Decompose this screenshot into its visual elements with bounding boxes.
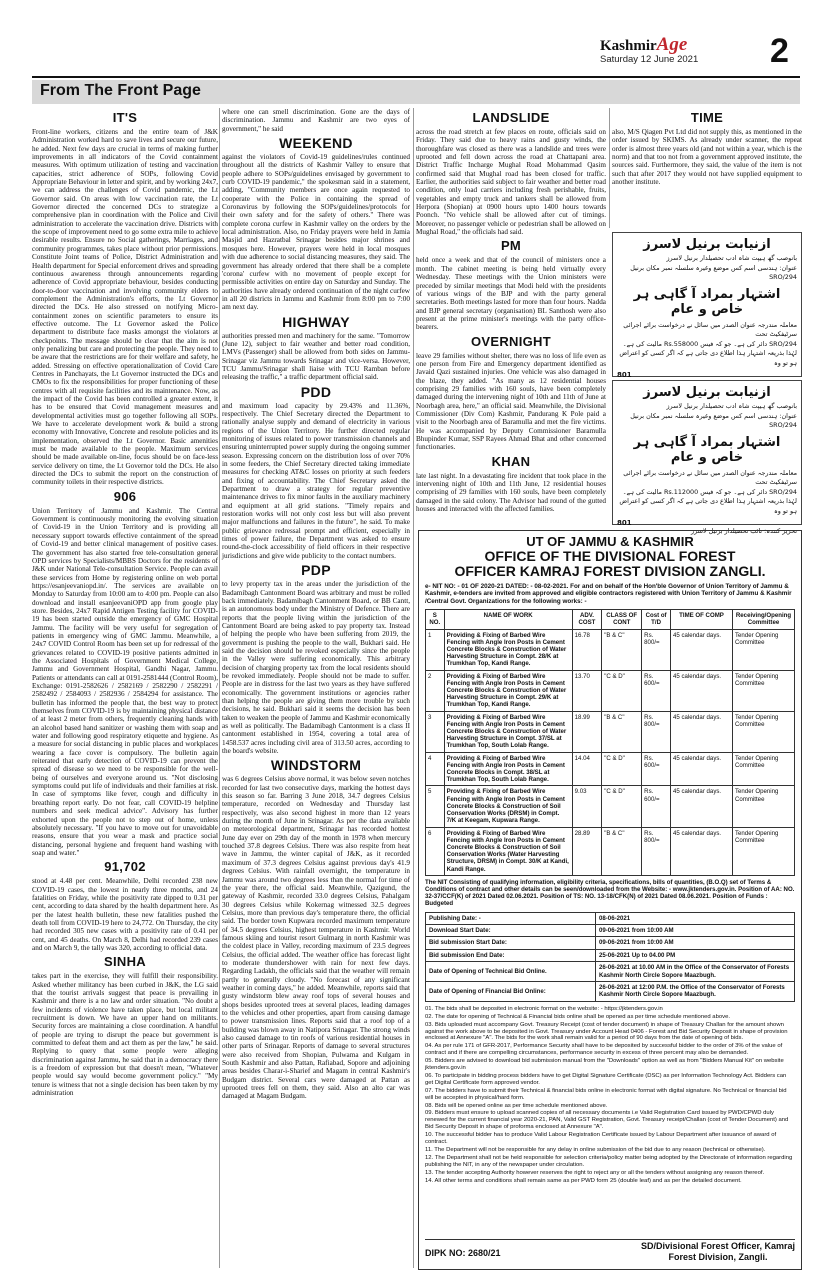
notice-line: عنوان: ہندسی اسم کس موضع وغیرہ سلسلہ نمبر مکان برنیل bbox=[630, 263, 797, 272]
table-row bbox=[426, 962, 795, 982]
table-cell: Providing & Fixing of Barbed Wire Fencing with Angle Iron Posts in Cement Concrete Blocks & Construction of Soil Conservation Works (DRSM) in Compt. 7/K at Keegam, Kupwara Range. bbox=[444, 786, 572, 827]
table-row bbox=[426, 912, 795, 924]
table-row bbox=[426, 949, 795, 961]
notice-line: لہٰذا بذریعہ اشتہار ہذا اطلاع دی جاتی ہے کہ اگر کسی کو اعتراض ہو تو وہ bbox=[619, 349, 797, 367]
tender-notes bbox=[425, 1006, 795, 1185]
works-column-header: ADV. COST bbox=[572, 610, 602, 629]
table-cell: Tender Opening Committee bbox=[733, 711, 795, 752]
article-pdp: to levy property tax in the areas under the jurisdiction of the Badamibagh Cantonment Board was arbitrary and must be rolled back immediately. Badamibagh Cantonment Board, or BB Cantt, is an autonomous body under the Ministry of Defence. There are reports that the people living within the jurisdiction of the Cantonment Board are being asked to pay property tax. Instead of helping the people who have been suffering from 2019, the government is pushing the people to the wall, Bukhari said. He said the decision should be revoked especially since the people in the Valley were suffering economically. This arbitrary decision of charging property tax from the local residents should be revoked immediately. People should not be made to suffer. People are in distress for the last two years as they have suffered economically. The government institutions or agencies rather than helping the people are giving them more trouble by such decisions, he said. Bukhari said it seems the decision has been taken to weaken the people of Jammu and Kashmir economically as well as politically. The Badamibagh Cantonment is a class II cantonment established in 1954, covering a total area of 1458.537 acres including civil area of 313.50 acres, according to the board's website. bbox=[222, 580, 410, 756]
table-row bbox=[426, 629, 795, 670]
table-cell: 3 bbox=[426, 711, 445, 752]
notice-subheading: اشتہار بمراد آ گاہی ہر خاص و عام bbox=[633, 286, 781, 317]
tender-note: 12. The Department shall not be held responsible for selection criteria/policy matter being adopted by the Directorate of information regarding publishing the NIT, in any of the newspaper under circulation. bbox=[425, 1154, 793, 1168]
brand-prefix: Kashmir bbox=[600, 38, 657, 54]
notice-signature: تحریر کنندہ: نائب تحصیلدار برنیل لاسرز bbox=[691, 527, 797, 535]
table-cell: "B & C" bbox=[602, 827, 642, 875]
article-landslide: across the road stretch at few places en route, officials said on Friday. They said due to heavy rains and gusty winds, the thoroughfare was closed as there was a landslide and trees were uprooted and fell down across the road at Chattapani area. District Traffic Incharge Mughal Road Mohammad Qasim confirmed said that Mughal road has been closed for traffic. Earlier, the authorities said subject to fair weather and better road condition, only load carriers including fresh perishable, fruits, vegetables and empty truck and tankers shall be allowed from Herpora (Shopian) at 0900 hours upto 1400 hours towards Poonch. "No vehicle shall be allowed after cut of timings. Moreover, no passenger vehicle or pedestrian shall be allowed on Mughal Road," the officials had said. bbox=[416, 128, 606, 237]
table-cell: "C & D" bbox=[602, 670, 642, 711]
page-number: 2 bbox=[770, 32, 789, 70]
notice-ref: SRO/294 bbox=[769, 421, 797, 429]
headline-time: TIME bbox=[690, 110, 724, 125]
table-cell: 26-06-2021 at 10.00 AM in the Office of the Conservator of Forests Kashmir North Circle Sopore Maazbugh. bbox=[596, 962, 795, 982]
tender-note: 01. The bids shall be deposited in electronic format on the website: - https://jktenders.gov.in bbox=[425, 1005, 663, 1012]
article-windstorm: was 6 degrees Celsius above normal, it was below seven notches recorded for last two consecutive days, marking the hottest days this season so far. Barring 3 June 2018, 34.7 degrees Celsius temperature, recorded on Wednesday and Thursday last respectively, was also second highest in more than 12 years during the month of June in Srinagar. As per the data available on meteorological department, Srinagar has recorded hottest June day ever on 29th day of the month in 1978 when mercury touched 37.8 degrees Celsius. There was also respite from heat wave in Jammu, the winter capital of J&K, as it recorded maximum of 37.3 degrees Celsius against previous day's 41.9 degrees Celsius. With rainfall overnight, the temperature in Jammu was around two degrees less than the normal for time of the year there, the official said. Meanwhile, Qazigund, the gateway of Kashmir, recorded 33.0 degrees Celsius, Pahalgam 30 degrees Celsius while Kokernag witnessed 32.5 degrees Celsius, more than previous day's temperature there, the official said. The border town Kupwara recorded maximum temperature of 34.5 degrees Celsius, highest temperature in Kashmir. World famous skiing and tourist resort Gulmarg in north Kashmir was the coldest place in Valley, recording maximum of 23.5 degrees Celsius, the official added. The weather office has forecast light to moderate thundershower with rain for next few days. Regarding Ladakh, the officials said that the weather will remain partly to generally cloudy. "No forecast of any significant weather in coming days," he added. Meanwhile, reports said that gusty windstorm blew away roof tops of several houses and shops besides uprooted trees at several places, leading damages to the vehicles and other properties, apart from causing damage to power transmission lines. Reports said that a roof top of a building was blown away in Natipora Srinagar. The strong winds also caused damage to tin roofs of various residential houses in other parts of Srinagar. Reports of damage to several structures were also received from Shopian, Pulwama and Kulgam in South Kashmir and also Pattan, Rafiabad, Sopore and adjoining areas besides Charar-i-Sharief and Magam in central Kashmir's Budgam district. Several cars were damaged at Pattan as uprooted trees fell on them, they said. Also an alto car was damaged at Magam Budgam. bbox=[222, 775, 410, 1101]
column-divider bbox=[413, 108, 414, 1268]
notice-line: SRO/294 دائر کی ہے۔ جو کہ فیس Rs.558000 مالیت کی ہے۔ bbox=[622, 339, 797, 348]
notice-line: لہٰذا بذریعہ اشتہار ہذا اطلاع دی جاتی ہے کہ اگر کسی کو اعتراض ہو تو وہ bbox=[619, 497, 797, 515]
table-cell: 09-06-2021 from 10:00 AM bbox=[596, 924, 795, 936]
table-cell: 45 calendar days. bbox=[671, 670, 733, 711]
table-cell: Bid submission End Date: bbox=[426, 949, 596, 961]
table-cell: 18.99 bbox=[572, 711, 602, 752]
table-cell: 09-06-2021 from 10:00 AM bbox=[596, 937, 795, 949]
table-cell: Tender Opening Committee bbox=[733, 752, 795, 786]
table-cell: 14.04 bbox=[572, 752, 602, 786]
article-its: Front-line workers, citizens and the entire team of J&K Administration worked hard to save lives and secure our future, he added. Next few days are crucial in terms of making further improvements in all indicators of the Covid containment measures. With optimum utilization of testing and vaccination capacities, strict adherence of SOPs, following Covid Appropriate Behaviour in letter and spirit, and by working 24x7, we can address the challenges of Covid pandemic, the Lt Governor said. On areas with low vaccination rate, the Lt Governor directed the concerned DCs to strategize a comprehensive plan in coordination with the Police and Civil administration to accelerate the vaccination drive. Districts with the scope of improvement need to go some extra mile to achieve desirable results. Ensure no Social gatherings, Marriages, and community programmes, takes place without prior permissions. Constitute Joint teams of Police, District Administration and Health department for Special enforcement drives and spreading continuous awareness through announcements regarding adherence of Covid appropriate behaviour, besides conducting door-to-door vaccination and involving community elders to complement the Administration's efforts, the Lt Governor directed the DCs. He also stressed on notifying Micro-containment zones on scientific parameters to ensure its effective outcome. The Lt Governor asked the Police department to distribute face masks amongst the violators at checkpoints. The message should be clear that the aim is not only penalizing but care and protecting the people. They need to be aware that the restrictions are for their welfare and safety, he added. Stressing on effective operationalization of Covid Care Centres in Panchayats, the Lt Governor instructed the DCs and CMOs to fix the responsibilities for proper functioning of these centres with all requisite facilities and its maintenance. Now, as the impact of the Covid has been controlled a greater extent, it has to be ensured that Covid management measures and developmental activities must go together following all SOPs. We have to accelerate development work & build a strong economy with Innovative, Concrete and resolute policies and its implementation, observed the Lt Governor. Basic amenities must be made available to the people. Maximum services should be made available on-line, focus should be on face-less service delivery on time, the Lt Governor told the DCs. He also directed the DCs to submit the report on the construction of community toilets in their respective districts. bbox=[32, 128, 218, 487]
headline-khan: KHAN bbox=[491, 453, 531, 469]
notice-heading: ازنیابت برنیل لاسرز bbox=[643, 385, 771, 400]
works-column-header: NAME OF WORK bbox=[444, 610, 572, 629]
signature-line-1: SD/Divisional Forest Officer, Kamraj bbox=[640, 1241, 795, 1251]
notice-line: بانوصب گھ ہیپت شاہ ادب تحصیلدار برنیل لاسرز bbox=[666, 402, 797, 410]
works-column-header: S NO. bbox=[426, 610, 445, 629]
headline-highway: HIGHWAY bbox=[282, 313, 350, 330]
dates-table bbox=[425, 912, 795, 1002]
table-row bbox=[426, 752, 795, 786]
notice-subheading: اشتہار بمراد آ گاہی ہر خاص و عام bbox=[633, 434, 781, 465]
table-cell: 26-06-2021 at 12:00 P.M. the Office of the Conservator of Forests Kashmir North Circle Sopore Maazbugh. bbox=[596, 981, 795, 1001]
table-cell: 6 bbox=[426, 827, 445, 875]
notice-line: بانوصب گھ ہیپت شاہ ادب تحصیلدار برنیل لاسرز bbox=[666, 254, 797, 262]
table-row bbox=[426, 670, 795, 711]
table-cell: Rs. 600/= bbox=[642, 752, 671, 786]
tender-note: 04. As per rule 171 of GFR-2017, Performance Security shall have to be deposited by successful bidder to the order of 3% of the value of contract and if there are compelling circumstances, performance security in excess of three percent may also be demanded. bbox=[425, 1043, 783, 1057]
urdu-notice-2 bbox=[612, 380, 802, 535]
column-1 bbox=[32, 108, 218, 1097]
works-column-header: Receiving/Opening Committee bbox=[733, 610, 795, 629]
table-cell: Tender Opening Committee bbox=[733, 670, 795, 711]
column-divider bbox=[219, 108, 220, 1268]
tender-signature bbox=[641, 1241, 795, 1263]
works-table bbox=[425, 609, 795, 876]
works-table-header bbox=[426, 610, 795, 629]
urdu-notice-1 bbox=[612, 232, 802, 377]
headline-weekend: WEEKEND bbox=[279, 135, 353, 152]
table-cell: 25-06-2021 Up to 04.00 PM bbox=[596, 949, 795, 961]
notice-line: معاملہ مندرجہ عنوان الصدر میں سائل نے درخواست برائے اجرائی سرٹیفکیٹ تحت bbox=[623, 468, 797, 486]
brand-suffix: Age bbox=[656, 34, 688, 55]
notice-number: 801 bbox=[617, 519, 632, 527]
notice-line: SRO/294 دائر کی ہے۔ جو کہ فیس Rs.112000 مالیت کی ہے۔ bbox=[622, 487, 797, 496]
column-divider bbox=[609, 108, 610, 228]
column-4 bbox=[612, 108, 802, 186]
table-cell: Providing & Fixing of Barbed Wire Fencing with Angle Iron Posts in Cement Concrete Blocks & Construction of Water Harvesting Structure in Compt. 37/SL at Trumkhan Top, South Lolab Range. bbox=[444, 711, 572, 752]
table-cell: Tender Opening Committee bbox=[733, 786, 795, 827]
article-highway: authorities pressed men and machinery for the same. "Tomorrow (June 12), subject to fair weather and better road condition, LMVs (Passenger) shall be allowed from both sides on Jammu-Srinagar viz Jammu towards Srinagar and vice-versa. However, TCU Jammu/Srinagar shall liaise with TCU Ramban before releasing the traffic," a traffic department official said. bbox=[222, 331, 410, 382]
section-title: From The Front Page bbox=[40, 82, 201, 99]
table-cell: 2 bbox=[426, 670, 445, 711]
masthead bbox=[600, 34, 810, 70]
tender-note: 11. The Department will not be responsible for any delay in online submission of the bid due to any reason (technical or otherwise). bbox=[425, 1147, 766, 1153]
headline-906: 906 bbox=[113, 488, 137, 504]
table-cell: "B & C" bbox=[602, 629, 642, 670]
table-cell: Providing & Fixing of Barbed Wire Fencing with Angle Iron Posts in Cement Concrete Blocks & Construction of Water Harvesting Structure in Compt. 29/K at Trumkhan Top, Kandi Range. bbox=[444, 670, 572, 711]
tender-note: 09. Bidders must ensure to upload scanned copies of all necessary documents i.e Valid Registration Card issued by PWD/CPWD duly renewed for the current financial year 2020-21, PAN, Valid GST Registration, Govt. Treasury receipt/Challan (cost of Tender Document) and Bid Security Deposit in shape of proforma enclosed at Annexure "A". bbox=[425, 1110, 789, 1131]
headline-pdp: PDP bbox=[301, 562, 331, 579]
column-2 bbox=[222, 108, 410, 1101]
table-row bbox=[426, 711, 795, 752]
table-cell: 45 calendar days. bbox=[671, 827, 733, 875]
tender-note: 05. Bidders are advised to download bid submission manual from the "Downloads" option as well as from "Bidders Manual Kit" on website jktenders.gov.in bbox=[425, 1058, 784, 1072]
table-cell: Bid submission Start Date: bbox=[426, 937, 596, 949]
dates-table-body bbox=[426, 912, 795, 1001]
tender-heading-1: UT OF JAMMU & KASHMIR bbox=[526, 534, 694, 549]
headline-pdd: PDD bbox=[300, 383, 332, 400]
notice-line: معاملہ مندرجہ عنوان الصدر میں سائل نے درخواست برائے اجرائی سرٹیفکیٹ تحت bbox=[623, 320, 797, 338]
headline-pm: PM bbox=[500, 238, 522, 254]
tender-note: 10. The successful bidder has to produce Valid Labour Registration Certificate issued by Labour Department after issuance of award of contract. bbox=[425, 1132, 777, 1146]
article-continued: where one can smell discrimination. Gone are the days of discrimination. Jammu and Kashmir are two eyes of government," he said bbox=[222, 108, 410, 133]
works-column-header: Cost of T/D bbox=[642, 610, 671, 629]
table-cell: Providing & Fixing of Barbed Wire Fencing with Angle Iron Posts in Cement Concrete Blocks in Compt. 38/SL at Trumkhan Top, South Lolab Range. bbox=[444, 752, 572, 786]
headline-windstorm: WINDSTORM bbox=[270, 757, 362, 774]
table-cell: 1 bbox=[426, 629, 445, 670]
article-pm: held once a week and that of the council of ministers once a month. The cabinet meeting is being held virtually every Wednesday. These meetings with the Union ministers were preceded by similar meetings that Modi held with the presidents of various wings of the BJP and with the party general secretaries. Both meetings lasted for more than four hours. Nadda and BJP general secretary (organisation) BL Santhosh were also present at the prime minister's meetings with the party office-bearers. bbox=[416, 256, 606, 332]
table-cell: "B & C" bbox=[602, 711, 642, 752]
table-cell: 5 bbox=[426, 786, 445, 827]
tender-note: 02. The date for opening of Technical & Financial bids online shall be opened as per time schedule mentioned above. bbox=[425, 1013, 730, 1020]
tender-note: 06. To participate in bidding process bidders have to get Digital Signature Certificate (DSC) as per Information Technology Act. Bidders can get Digital Certificate form approved vendor. bbox=[425, 1072, 787, 1086]
table-cell: 9.03 bbox=[572, 786, 602, 827]
masthead-date: Saturday 12 June 2021 bbox=[600, 54, 699, 65]
article-pdd: and maximum load capacity by 29.43% and 11.36%, respectively. The Chief Secretary directed the Department to rationally analyse supply and demand of electricity in various regions of the Union Territory. He further directed regular monitoring of issues related to power transmission channels and ensuring uninterrupted power supply during the ongoing summer season. Expressing concern on the distribution loss of over 70% in some feeders, the Chief Secretary directed taking immediate measures for checking AT&C losses on priority at such feeders and fixing of accountability. The Chief Secretary asked the Department to draw a strategy for regular preventive maintenance drives to fix minor faults in the auxiliary machinery and equipment at all grid stations. "Timely repairs and restoration works will not only cost less but will also prevent major malfunctions and failures in the future", he said. To make public grievance redressal prompt and efficient, especially in times of power failure, the Department was asked to ensure round-the-clock accessibility of field officers in their respective jurisdictions and give wide publicity to the contact numbers. bbox=[222, 401, 410, 560]
dipk-number: DIPK NO: 2680/21 bbox=[425, 1248, 501, 1258]
table-cell: Date of Opening of Technical Bid Online. bbox=[426, 962, 596, 982]
table-cell: Tender Opening Committee bbox=[733, 629, 795, 670]
table-cell: 13.70 bbox=[572, 670, 602, 711]
tender-heading-2: OFFICE OF THE DIVISIONAL FOREST bbox=[484, 548, 736, 564]
tender-note: 14. All other terms and conditions shall remain same as per PWD form 25 (double leaf) and as per the detailed document. bbox=[425, 1177, 742, 1184]
signature-line-2: Forest Division, Zangli. bbox=[668, 1252, 768, 1262]
tender-note: 07. The bidders have to submit their Technical & financial bids online in electronic format with digital signature. No Technical or financial bid will be accepted in physical/hard form. bbox=[425, 1087, 787, 1101]
table-cell: 45 calendar days. bbox=[671, 629, 733, 670]
table-cell: Publishing Date: - bbox=[426, 912, 596, 924]
table-cell: Download Start Date: bbox=[426, 924, 596, 936]
notice-ref: SRO/294 bbox=[769, 273, 797, 281]
table-row bbox=[426, 786, 795, 827]
table-cell: Providing & Fixing of Barbed Wire Fencing with Angle Iron Posts in Cement Concrete Blocks & Construction of Soil Conservation Works (Water Harvesting Structure, DRSM) in Compt. 30/K at Kandi, Kandi Range. bbox=[444, 827, 572, 875]
article-time: also, M/S Qiagen Pvt Ltd did not supply this, as mentioned in the order issued by SKIMS. As already under scanner, the repeat order is almost three years old (and not within a year, which is the norm) and that too not from a government approved institute, the sources said. Furthermore, they said, the value of the item is not such that after 2017 they would not have supplied equipment to another institute. bbox=[612, 128, 802, 187]
table-cell: Rs. 800/= bbox=[642, 711, 671, 752]
works-column-header: TIME OF COMP bbox=[671, 610, 733, 629]
tender-footer bbox=[425, 1239, 795, 1263]
section-bar bbox=[32, 80, 800, 104]
article-906: Union Territory of Jammu and Kashmir. The Central Government is continuously monitoring the evolving situation of Covid-19 in the Union Territory and is providing all necessary support towards effective containment of the spread of Covid-19 and better clinical management of positive cases. The government has also started free tele-consultation general OPD services by Specialists/MBBS Doctors for the residents of J&K under National Tele-consultation Service. People can avail these services from Home by registering online on web portal https://esanjeevaniopd.in/. The services are available on Monday to Saturday from 10:00 am to 4:00 pm. People can also download and install esanjeevaniOPD app from google play store. Besides, 24x7 Rapid Antigen Testing facility for COVID-19 has been started outside the emergency of GMC Hospital Jammu. The facility will be very useful for segregation of patients in emergency wing of GMC Jammu. Meanwhile, a 24x7 COVID Control Room has been set up for redressal of the grievances related to COVID-19 positive patients admitted in the Associated Hospitals of Government Medical College, Jammu and Government Hospital, Gandhi Nagar, Jammu. Patients or attendants can call at 0191-2581444 (Control Room), Exchange: 0191-2582626 / 2582169 / 2582290 / 2582291 / 2582492 / 2584093 / 2582936 / 2584294 for assistance. The bulletin has informed the people that, the best way to protect themselves from COVID-19 is by maintaining physical distance of at least 2 meter from others, frequently cleaning hands with an alcohol based hand sanitizer or washing them with soap and water and following good respiratory etiquette and hygiene. As a measure for social distancing in public places and workplaces wearing a face cover is compulsory. The bulletin again reiterated that early detection of COVID-19 can prevent the spread of disease so we need to be responsible for the well-being of ourselves and everyone around us. "Not disclosing symptoms could put life of individuals and their families at risk. In case of symptoms like fever, cough and difficulty in breathing report early. Do not fear, call COVID-19 helpline numbers and seek medical advice". Advisory has further exhorted upon the people not to step out of home, unless absolutely necessary. "If you have to move out for unavoidable reasons, ensure that you wear a mask and practice social distancing, personal hygiene and frequent hand washing with soap and water." bbox=[32, 506, 218, 857]
article-weekend: against the violators of Covid-19 guidelines/rules continued throughout all the districts of Kashmir Valley to ensure that people adhere to SOPs/guidelines envisaged by government to curb COVID-19 pandemic," the spokesman said in a statement, adding, "Community members are once again requested to cooperate with the Police in containing the spread of Coronavirus by following the SOPs/guidelines/protocols for their own safety and for the safety of others." There was complete corona curfew in Kashmir valley on the orders by the local administration. Also, no Friday prayers were held in Jamia Masjid and Hazratbal Srinagar besides major shrines and mosques here. However, prayers were held in local mosques with due adherence to social distancing measures, they said. The government has already ordered that there shall be a complete 'corona' curfew with no movement of people except for permissible activities on entire day on Saturday and Sunday. The authorities have already ordered continuation of the night curfew in all 20 districts in Jammu and Kashmir from 8:00 pm to 7:00 am next day. bbox=[222, 153, 410, 312]
tender-intro: e- NIT NO: - 01 OF 2020-21 DATED: - 08-02-2021. For and on behalf of the Hon'ble Governor of Union Territory of Jammu & Kashmir, e-tenders are invited from approved and eligible contractors registered with Union Territory of Jammu & Kashmir /Central Govt. Organizations for the following works: - bbox=[425, 583, 792, 605]
table-cell: 4 bbox=[426, 752, 445, 786]
table-cell: 45 calendar days. bbox=[671, 711, 733, 752]
table-cell: 08-06-2021 bbox=[596, 912, 795, 924]
table-cell: 45 calendar days. bbox=[671, 752, 733, 786]
table-cell: Rs. 800/= bbox=[642, 827, 671, 875]
table-cell: 28.89 bbox=[572, 827, 602, 875]
notice-line: عنوان: ہندسی اسم کس موضع وغیرہ سلسلہ نمبر مکان برنیل bbox=[630, 411, 797, 420]
table-cell: Rs. 600/= bbox=[642, 786, 671, 827]
headline-91702: 91,702 bbox=[104, 859, 146, 875]
headline-sinha: SINHA bbox=[104, 954, 146, 970]
article-khan: late last night. In a devastating fire incident that took place in the intervening night of 10th and 11th June, 12 residential houses comprising of 29 families with 160 souls, have been completely damaged in the said colony. The Advisor had round of the gutted houses and interacted with the affected families. bbox=[416, 471, 606, 514]
table-cell: 45 calendar days. bbox=[671, 786, 733, 827]
article-91702: stood at 4.48 per cent. Meanwhile, Delhi recorded 238 new COVID-19 cases, the lowest in nearly three months, and 24 fatalities on Friday, while the positivity rate dipped to 0.31 per cent, according to data shared by the health department here. As per the latest health bulletin, these new fatalities pushed the death toll from COVID-19 here to 24,772. On Thursday, the city had recorded 305 new cases with a positivity rate of 0.41 per cent, and 45 deaths. On March 8, Delhi had recorded 239 cases and on March 9, the tally was 320, according to official data. bbox=[32, 877, 218, 952]
masthead-brand bbox=[600, 34, 687, 56]
table-row bbox=[426, 924, 795, 936]
tender-note: 08. Bids will be opened online as per time schedule mentioned above. bbox=[425, 1102, 608, 1109]
table-row bbox=[426, 827, 795, 875]
tender-details: The NIT Consisting of qualifying information, eligibility criteria, specifications, bills of quantities, (B.O.Q) set of Terms & Conditions of contract and other details can be seen/downloaded from the Website: - www.jktenders.gov.in. Position of AA: NO. 32-37/CCF(K) of 2021 Dated 02.06.2021. Position of TS: NO. 13-18/CFK(N) of 2021 Dated 08.06.2021. Position of Funds : Budgeted bbox=[425, 878, 795, 908]
headline-overnight: OVERNIGHT bbox=[471, 333, 551, 349]
table-cell: "C & D" bbox=[602, 786, 642, 827]
headline-its: IT'S bbox=[112, 110, 138, 125]
notice-number: 801 bbox=[617, 371, 632, 379]
table-cell: Tender Opening Committee bbox=[733, 827, 795, 875]
article-overnight: leave 29 families without shelter, there was no loss of life even as one person from Fire and Emergency department identified as Javaid Qazi sustained injuries. One vehicle was also damaged in the blaze, they added. "As many as 12 residential houses comprising 29 families with 160 souls, have been completely damaged during the intervening night of 10th and 11th of June at Noorbagh area, here," an official said. Meanwhile, the Divisional Commissioner (Div Com) Kashmir, Pandurang K Pole paid a visit to the Noorbagh area of Baramulla and met the fire victims. He was accompanied by Deputy Commissioner Baramulla Bhupinder Kumar, SSP Rayees Ahmad Bhat and other concerned functionaries. bbox=[416, 351, 606, 452]
table-cell: Rs. 800/= bbox=[642, 629, 671, 670]
tender-heading-3: OFFICER KAMRAJ FOREST DIVISION ZANGLI. bbox=[454, 563, 766, 579]
table-cell: "C & D" bbox=[602, 752, 642, 786]
table-cell: Providing & Fixing of Barbed Wire Fencing with Angle Iron Posts in Cement Concrete Blocks & Construction of Water Harvesting Structure in Compt. 28/K at Trumkhan Top, Kandi Range. bbox=[444, 629, 572, 670]
works-table-body bbox=[426, 629, 795, 875]
tender-note: 03. Bids uploaded must accompany Govt. Treasury Receipt (cost of tender document) in shape of Treasury Challan for the amount shown against the work above to be deposited in Govt. Treasury under Account Head 0406 - Forest and Bid Security Deposit in shape of provision enclosed at Annexure "A". The bids for the work shall remain valid for a period of 90 days from the date of opening of bids. bbox=[425, 1021, 788, 1042]
table-cell: Rs. 600/= bbox=[642, 670, 671, 711]
tender-note: 13. The tender accepting Authority however reserves the right to reject any or all the tenders without assigning any reason thereof. bbox=[425, 1169, 765, 1176]
tender-notice bbox=[418, 530, 802, 1270]
table-cell: Date of Opening of Financial Bid Online: bbox=[426, 981, 596, 1001]
article-sinha: takes part in the exercise, they will fulfill their responsibility. Asked whether militancy has been curbed in J&K, the LG said that the tourist arrivals suggest that peace is prevailing in Kashmir and there is a no law and order situation. "No doubt a few incidents of violence have taken place, but local militant recruitment is down. We have an upper hand on militants. Security forces are maintaining a close coordination. A handful of people are trying to disrupt the peace but government is committed to defeat them and act them as per the law," he said. Replying to query that some people were alleging discrimination against Jammu, he said that in a democracy there is a freedom of expression but that doesn't mean, "Whatever people would say would become government policy." "My tenure is witness that not a single decision has been taken by my administration bbox=[32, 972, 218, 1098]
column-3 bbox=[416, 108, 606, 513]
top-rule bbox=[32, 76, 800, 78]
headline-landslide: LANDSLIDE bbox=[472, 110, 550, 125]
table-row bbox=[426, 937, 795, 949]
notice-heading: ازنیابت برنیل لاسرز bbox=[643, 237, 771, 252]
table-cell: 16.78 bbox=[572, 629, 602, 670]
table-row bbox=[426, 981, 795, 1001]
works-column-header: CLASS OF CONT bbox=[602, 610, 642, 629]
